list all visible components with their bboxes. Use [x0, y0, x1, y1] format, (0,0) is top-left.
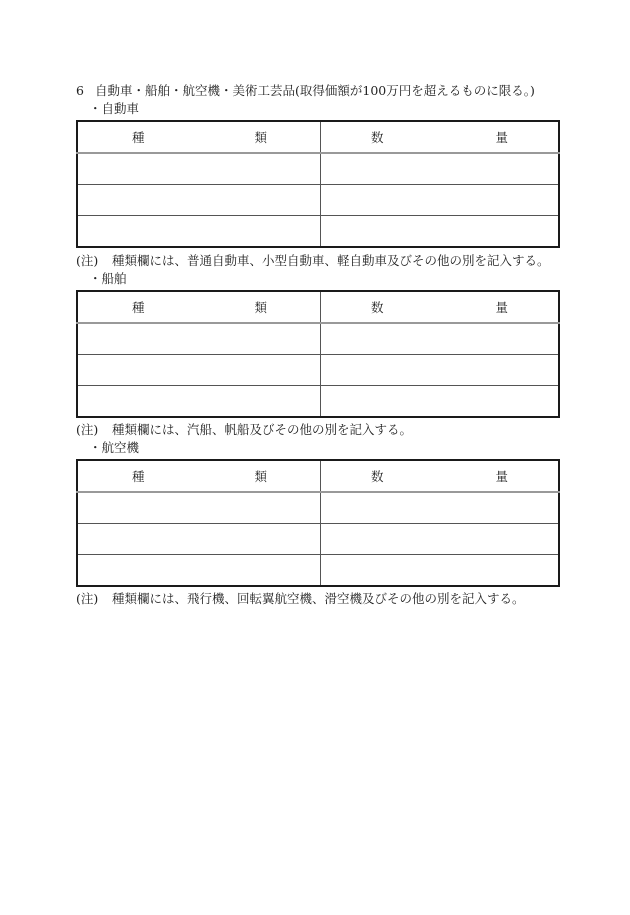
aircraft-table [76, 459, 560, 587]
subtitle-ship: ・船舶 [89, 271, 127, 286]
note-text: 種類欄には、汽船、帆船及びその他の別を記入する。 [112, 422, 413, 437]
header-kind [77, 121, 321, 153]
quantity-cell[interactable] [321, 323, 560, 355]
kind-cell[interactable] [77, 153, 321, 185]
header-kind-char-2: 類 [254, 469, 267, 484]
header-quantity [321, 121, 560, 153]
header-qty-char-1: 数 [371, 300, 384, 315]
note-tag: (注) [76, 422, 99, 437]
kind-cell[interactable] [77, 492, 321, 524]
header-kind-char-1: 種 [132, 469, 145, 484]
kind-cell[interactable] [77, 216, 321, 248]
section-title: 自動車・船舶・航空機・美術工芸品(取得価額が100万円を超えるものに限る。) [95, 83, 535, 98]
header-kind [77, 460, 321, 492]
kind-cell[interactable] [77, 323, 321, 355]
table-row [77, 355, 559, 386]
quantity-cell[interactable] [321, 555, 560, 587]
table-row [77, 185, 559, 216]
quantity-cell[interactable] [321, 355, 560, 386]
table-row [77, 492, 559, 524]
header-qty-char-2: 量 [495, 300, 508, 315]
table-header-row [77, 291, 559, 323]
table-header-row [77, 121, 559, 153]
note-ship [76, 422, 412, 438]
header-kind [77, 291, 321, 323]
table-header-row [77, 460, 559, 492]
table-row [77, 153, 559, 185]
table-row [77, 386, 559, 418]
table-row [77, 524, 559, 555]
table-row [77, 323, 559, 355]
header-quantity [321, 460, 560, 492]
section-number: 6 [76, 83, 84, 98]
kind-cell[interactable] [77, 185, 321, 216]
automobile-table [76, 120, 560, 248]
header-kind-char-1: 種 [132, 300, 145, 315]
note-text: 種類欄には、普通自動車、小型自動車、軽自動車及びその他の別を記入する。 [112, 253, 550, 268]
kind-cell[interactable] [77, 524, 321, 555]
quantity-cell[interactable] [321, 492, 560, 524]
note-tag: (注) [76, 253, 99, 268]
ship-table [76, 290, 560, 418]
header-kind-char-1: 種 [132, 130, 145, 145]
note-aircraft [76, 591, 525, 607]
subtitle-automobile: ・自動車 [89, 101, 140, 116]
quantity-cell[interactable] [321, 524, 560, 555]
quantity-cell[interactable] [321, 216, 560, 248]
kind-cell[interactable] [77, 355, 321, 386]
note-tag: (注) [76, 591, 99, 606]
kind-cell[interactable] [77, 386, 321, 418]
header-kind-char-2: 類 [254, 300, 267, 315]
quantity-cell[interactable] [321, 153, 560, 185]
note-automobile [76, 253, 550, 269]
kind-cell[interactable] [77, 555, 321, 587]
header-qty-char-1: 数 [371, 130, 384, 145]
subtitle-aircraft: ・航空機 [89, 440, 140, 455]
table-row [77, 216, 559, 248]
header-qty-char-2: 量 [495, 130, 508, 145]
header-qty-char-2: 量 [495, 469, 508, 484]
table-row [77, 555, 559, 587]
note-text: 種類欄には、飛行機、回転翼航空機、滑空機及びその他の別を記入する。 [112, 591, 525, 606]
section-heading [76, 83, 535, 99]
header-quantity [321, 291, 560, 323]
header-kind-char-2: 類 [254, 130, 267, 145]
quantity-cell[interactable] [321, 185, 560, 216]
header-qty-char-1: 数 [371, 469, 384, 484]
quantity-cell[interactable] [321, 386, 560, 418]
